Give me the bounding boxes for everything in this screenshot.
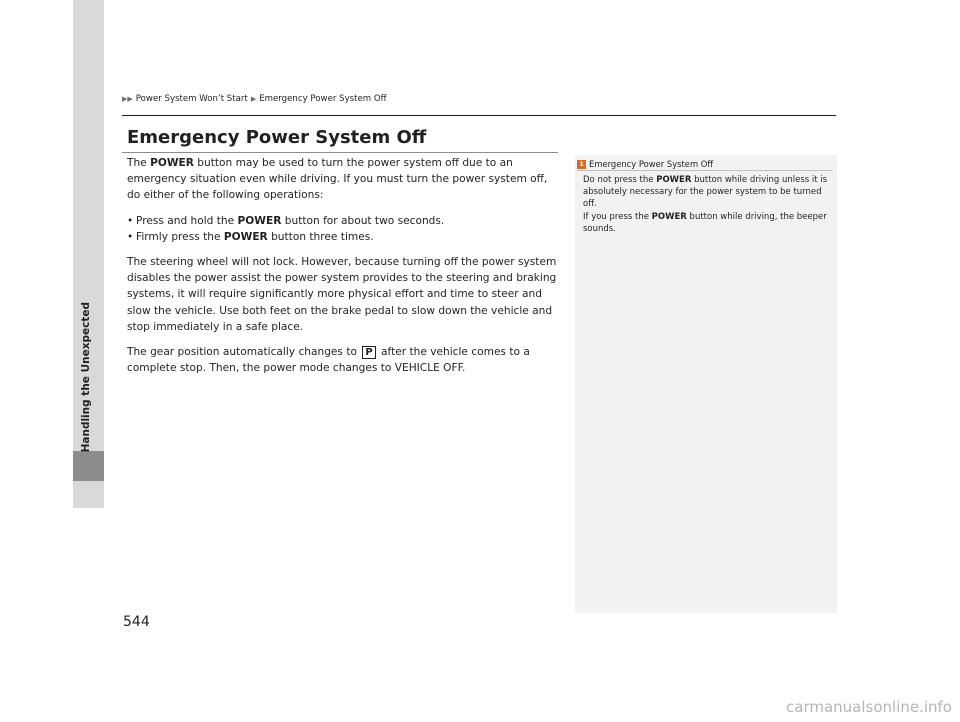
paragraph-1 bbox=[127, 155, 559, 204]
text: button three times. bbox=[267, 230, 374, 243]
sidebar-line-2 bbox=[583, 211, 829, 235]
text: button while driving unless it is absolutely necessary for the power system to be turned off. bbox=[583, 175, 828, 210]
side-tab-label: Handling the Unexpected bbox=[80, 301, 92, 452]
breadcrumb bbox=[122, 94, 387, 104]
watermark: carmanualsonline.info bbox=[786, 698, 952, 716]
list-item bbox=[127, 229, 559, 245]
power-key-label: POWER bbox=[223, 230, 268, 243]
breadcrumb-arrow-icon: ▶▶ bbox=[122, 95, 133, 103]
text: Press and hold the bbox=[136, 214, 238, 227]
text: button for about two seconds. bbox=[281, 214, 445, 227]
paragraph-3 bbox=[127, 344, 559, 376]
sidebar-divider bbox=[577, 170, 833, 171]
main-content bbox=[127, 155, 559, 385]
side-tab-marker bbox=[73, 451, 104, 481]
text: The bbox=[127, 157, 151, 169]
breadcrumb-level1[interactable]: Power System Won’t Start bbox=[135, 94, 248, 104]
power-key-label: POWER bbox=[656, 175, 692, 185]
sidebar-body bbox=[583, 174, 829, 235]
gear-p-icon: P bbox=[362, 346, 375, 359]
list-item bbox=[127, 213, 559, 229]
text: If you press the bbox=[583, 211, 652, 222]
breadcrumb-level2: Emergency Power System Off bbox=[259, 94, 387, 104]
sidebar-title bbox=[577, 159, 713, 169]
operations-list bbox=[127, 213, 559, 245]
text: after the vehicle comes to a complete stop. Then, the power mode changes to VEHICLE OFF. bbox=[127, 346, 530, 375]
header-divider bbox=[122, 115, 836, 116]
paragraph-2: The steering wheel will not lock. However, because turning off the power system disables the power assist the power system provides to the steering and braking systems, it will require significantly more physical effort and time to steer and slow the vehicle. Use both feet on the brake pedal to slow down the vehicle and stop immediately in a safe place. bbox=[127, 256, 557, 333]
text: button may be used to turn the power system off due to an emergency situation even while driving. If you must turn the power system off, do either of the following operations: bbox=[127, 157, 548, 202]
text: Firmly press the bbox=[136, 230, 224, 243]
power-key-label: POWER bbox=[651, 211, 687, 222]
sidebar-line-1 bbox=[583, 174, 829, 211]
text: Do not press the bbox=[583, 175, 657, 185]
sidebar-title-text: Emergency Power System Off bbox=[589, 159, 714, 169]
side-tab-label-wrap bbox=[80, 110, 96, 452]
power-key-label: POWER bbox=[237, 214, 282, 227]
breadcrumb-arrow-icon: ▶ bbox=[250, 95, 257, 103]
text: The gear position automatically changes to bbox=[127, 346, 361, 359]
text: button while driving, the beeper sounds. bbox=[583, 211, 827, 234]
page-title: Emergency Power System Off bbox=[127, 127, 427, 148]
note-number-icon: 1 bbox=[577, 160, 586, 169]
page-number: 544 bbox=[123, 614, 150, 630]
power-key-label: POWER bbox=[150, 157, 194, 169]
title-divider bbox=[122, 152, 558, 153]
